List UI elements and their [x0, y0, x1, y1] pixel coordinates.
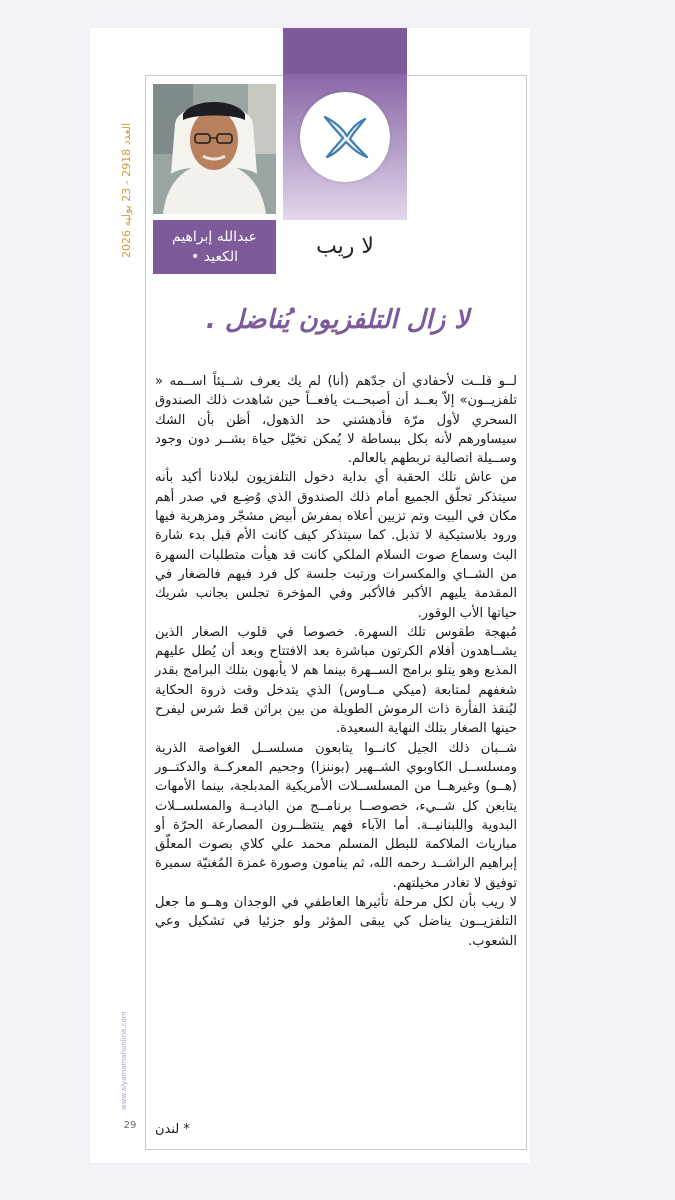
article-paragraph: من عاش تلك الحقبة أي بداية دخول التلفزيون لبلادنا أكيد بأنه سيتذكر تحلّق الجميع أمام ذلك الصندوق الذي وُضِـع في صدر أهم مكان في البيت وتم تزيين أعلاه بمفرش أبيض مشجّر ومزهرية فيها ورود بلاستيكية لا تذبل. كما سيتذكر كيف كانت الأم قبل بدء شارة البث وسماع صوت السلام الملكي كانت قد هيأت متطلبات السهرة من الشــاي والمكسرات ورتبت جلسة كل فرد فيهم فالصغار في المقدمة يليهم الأكبر فالأكبر وفي المؤخرة تجلس بجانب شريك حياتها الأب الوقور. — [155, 470, 517, 621]
x-logo-icon — [317, 109, 373, 165]
article-paragraph: شــبان ذلك الجيل كانــوا يتابعون مسلســل الغواصة الذرية ومسلســل الكاوبوي الشــهير (بوننزا) وجحيم المعركــة والدكتــور (هــو) وغيرهــا من المسلســلات الأمريكية المدبلجة، بينما الأمهات يتابعن كل شــيء، خصوصــا برنامــج من الباديــة والمسلســلات البدوية واللبنانيــة. أما الآباء فهم ينتظــرون المصارعة الحرّة أو مباريات الملاكمة للبطل المسلم محمد علي كلاي بصوت المعلّق إبراهيم الراشــد رحمه الله، ثم ينامون وصورة غمزة المُغنيّة سميرة توفيق لا تغادر مخيلتهم. — [155, 740, 517, 891]
website-label[interactable]: www.alyamamahonline.com — [120, 1011, 128, 1110]
article-headline: لا زال التلفزيون يُناضل . — [205, 305, 470, 335]
issue-date-label — [120, 90, 136, 290]
column-header-bar — [283, 28, 407, 74]
article-paragraph: مُبهجة طقوس تلك السهرة. خصوصا في قلوب الصغار الذين يشــاهدون أفلام الكرتون مباشرة بعد الافتتاح وبعد أن يُطل عليهم المذيع وهو يتلو برامج الســهرة بينما هم لا يأبهون بتلك البرامج بقدر شغفهم لمتابعة (ميكي مــاوس) الذي يتدخل وقت ذروة الحكاية ليُنقذ الفأرة ذات الرموش الطويلة من بين براثن قط شرس ليفرح حينها الصغار بتلك النهاية السعيدة. — [155, 624, 517, 737]
page-number: 29 — [123, 1120, 137, 1131]
author-name-box — [153, 220, 276, 274]
issue-label-text: العدد 2918 - 23 يوليه 2026 — [120, 122, 133, 258]
author-photo — [153, 84, 276, 214]
column-name: لا ريب — [316, 233, 374, 259]
column-logo — [300, 92, 390, 182]
author-second-line: الكعيد • — [191, 249, 238, 265]
page-number-divider — [145, 1115, 146, 1145]
author-first-line: عبدالله إبراهيم — [172, 229, 257, 245]
article-paragraph: لــو قلــت لأحفادي أن جدّهم (أنا) لم يك يعرف شــيئاً اســمه « تلفزيــون» إلاّ بعــد أن أصبحــت يافعــاً حين شاهدت ذلك الصندوق السحري لأول مرّة فأدهشني حد الذهول، أظن بأن الشك سيساورهم لأنه بكل ببساطة لا يُمكن تخيّل حياة بشــر دون وجود وســيلة اتصالية تربطهم بالعالم. — [155, 374, 517, 467]
article-body — [155, 372, 517, 951]
author-portrait-icon — [153, 84, 276, 214]
author-location: * لندن — [155, 1122, 190, 1137]
article-paragraph: لا ريب بأن لكل مرحلة تأثيرها العاطفي في الوجدان وهــو ما جعل التلفزيــون يناضل كي يبقى المؤثر ولو جزئيا في تشكيل وعي الشعوب. — [155, 895, 517, 949]
